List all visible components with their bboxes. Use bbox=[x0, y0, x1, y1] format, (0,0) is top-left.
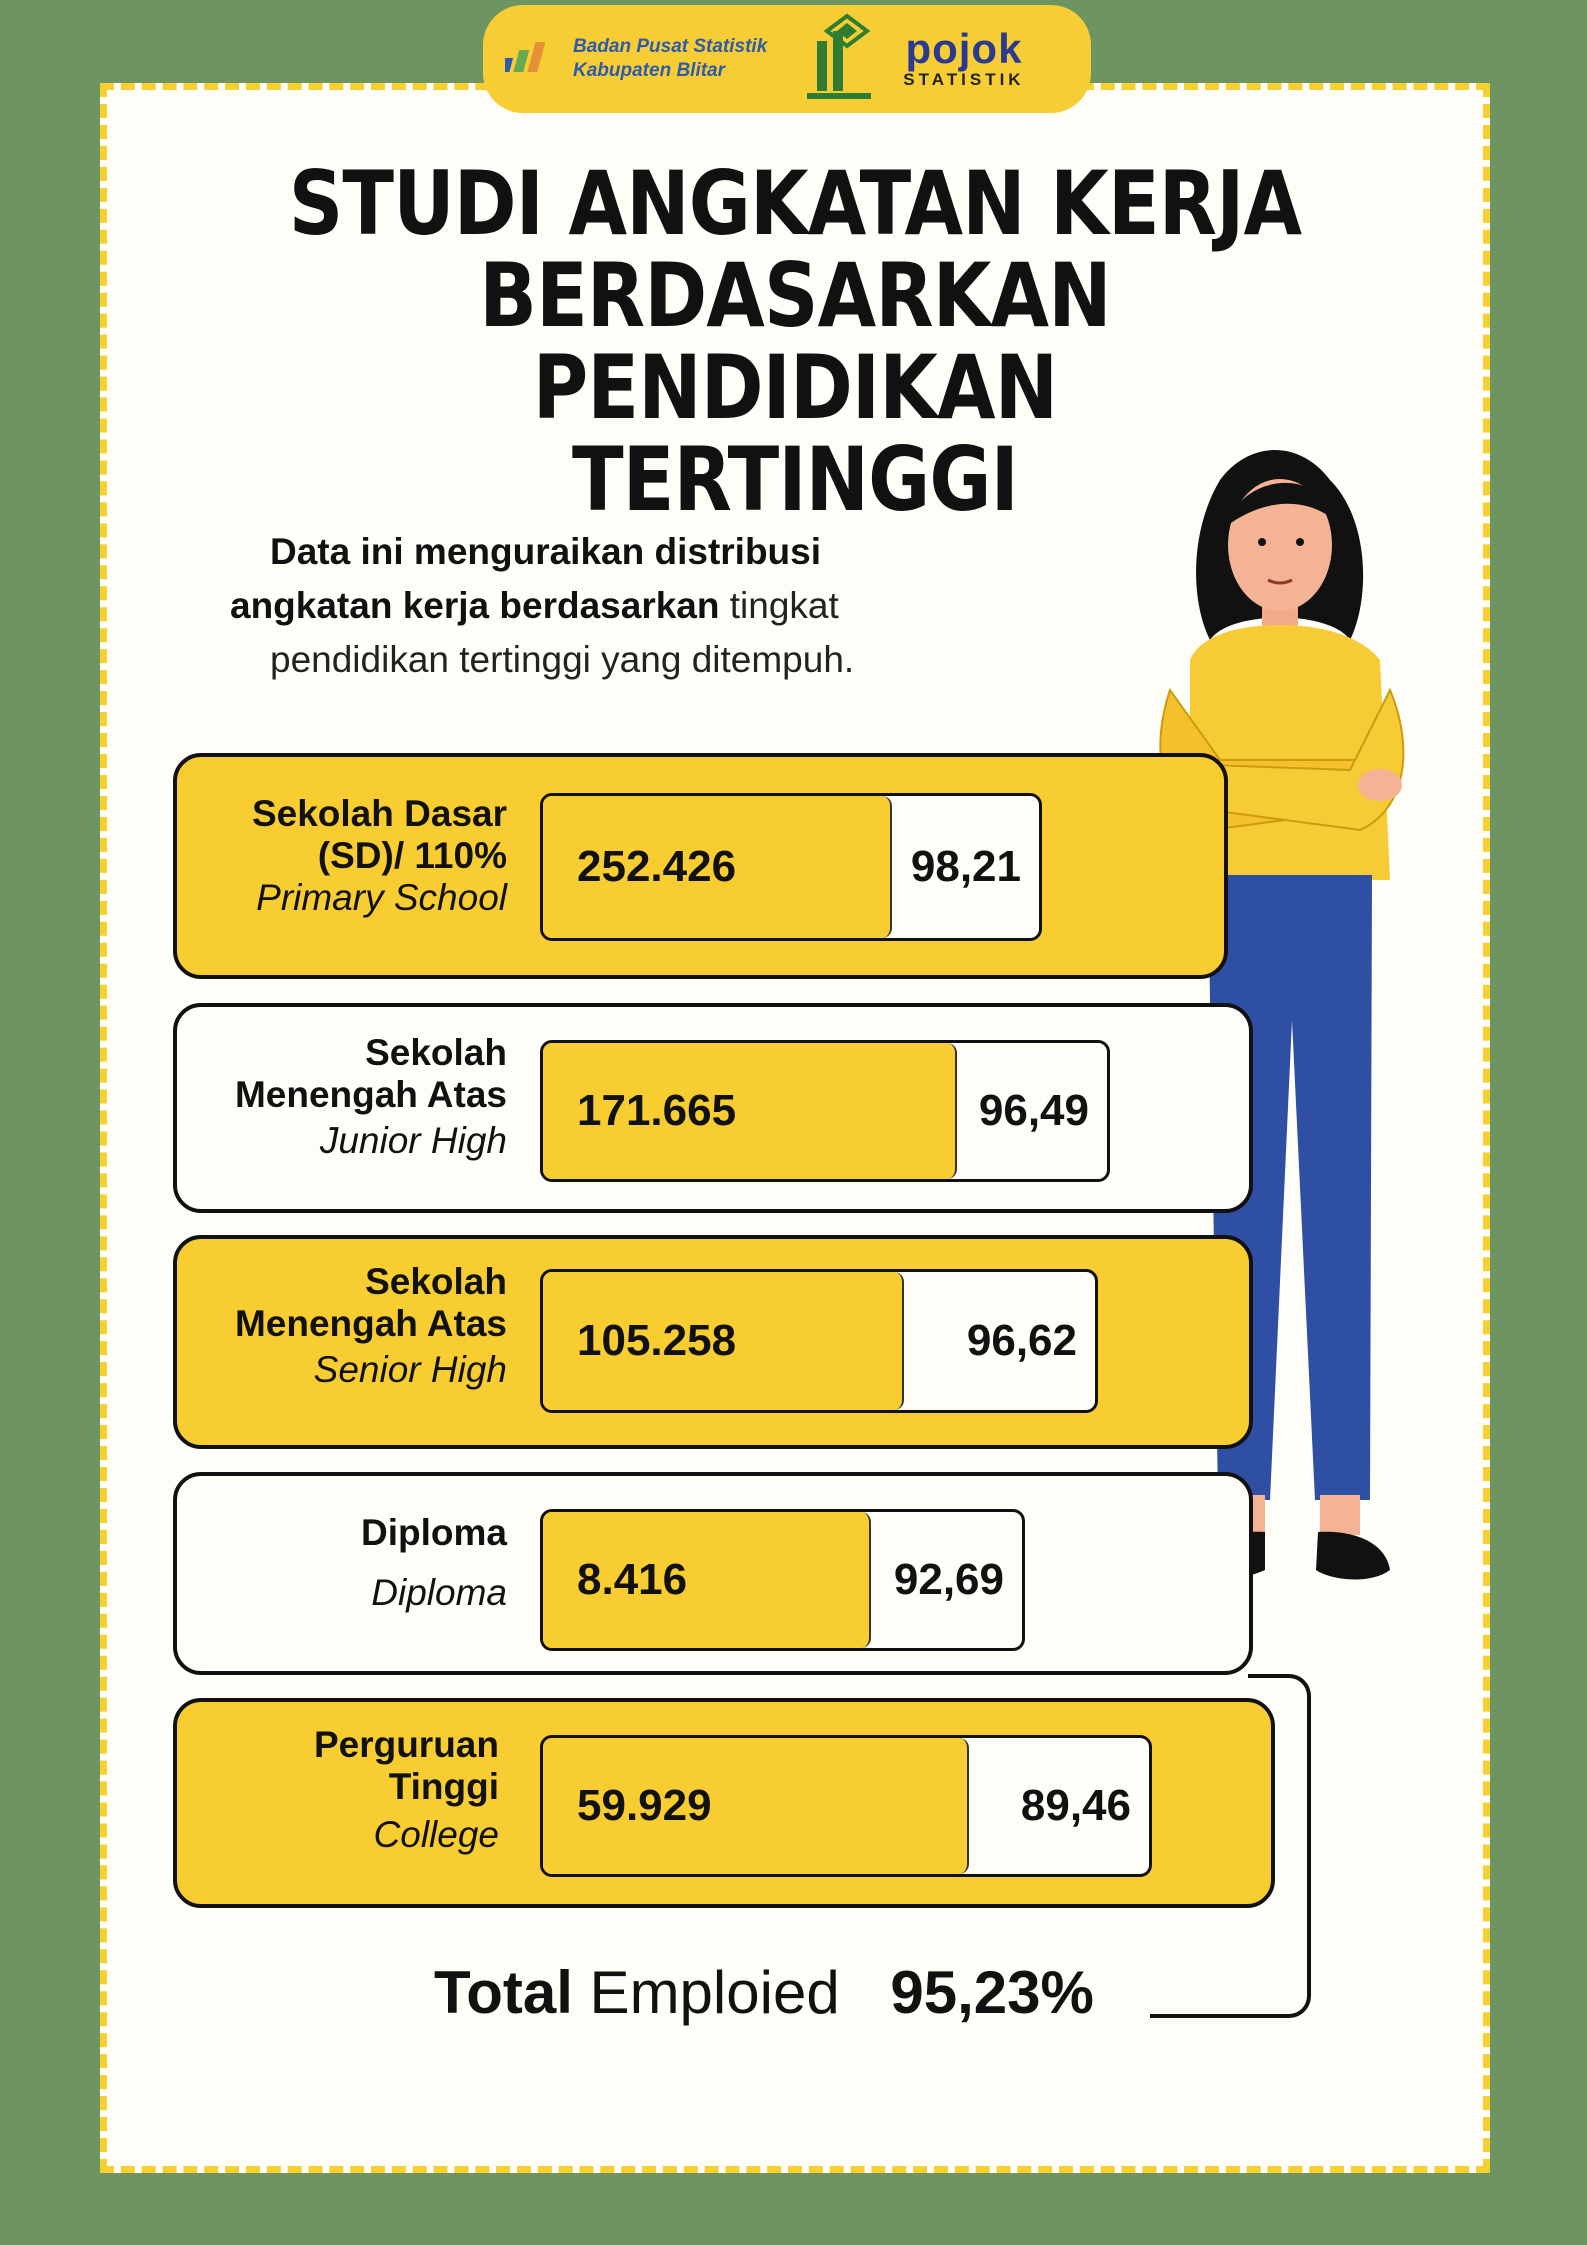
row-senior-high bbox=[173, 1235, 1253, 1449]
bar-value: 8.416 bbox=[577, 1555, 688, 1604]
label-english: College bbox=[373, 1814, 499, 1855]
description-line2-bold: angkatan kerja berdasarkan bbox=[230, 585, 720, 626]
description-line1: Data ini menguraikan distribusi bbox=[270, 531, 822, 572]
bps-org-name bbox=[573, 35, 767, 83]
title-line1: STUDI ANGKATAN KERJA bbox=[288, 152, 1302, 255]
bar-value: 171.665 bbox=[577, 1086, 737, 1135]
total-connector-line bbox=[1150, 2014, 1250, 2018]
bar-percent: 92,69 bbox=[893, 1555, 1004, 1604]
header-logos bbox=[483, 5, 1091, 113]
bar-value: 105.258 bbox=[577, 1316, 737, 1365]
brand-sub: STATISTIK bbox=[903, 70, 1025, 89]
row-label bbox=[177, 1032, 507, 1162]
row-college bbox=[173, 1698, 1275, 1908]
label-line1: Perguruan bbox=[313, 1724, 499, 1765]
label-english: Senior High bbox=[313, 1349, 507, 1390]
label-line2: Menengah Atas bbox=[234, 1074, 507, 1115]
value-bar bbox=[540, 1269, 1098, 1413]
title-line3: TERTINGGI bbox=[572, 428, 1018, 531]
label-line1: Sekolah bbox=[365, 1032, 507, 1073]
value-bar bbox=[540, 1735, 1152, 1877]
value-bar bbox=[540, 1509, 1025, 1651]
row-diploma bbox=[173, 1472, 1253, 1675]
bar-value: 59.929 bbox=[577, 1781, 712, 1830]
bar-percent: 96,62 bbox=[966, 1316, 1077, 1365]
total-label-bold: Total bbox=[434, 1959, 573, 2026]
bps-logo-icon bbox=[505, 36, 563, 82]
description-line2 bbox=[230, 585, 839, 626]
label-english: Diploma bbox=[371, 1572, 507, 1613]
label-english: Primary School bbox=[256, 877, 507, 918]
pojok-statistik-logo bbox=[903, 25, 1025, 90]
row-label bbox=[177, 793, 507, 919]
total-value: 95,23% bbox=[890, 1959, 1094, 2026]
org-name-line2: Kabupaten Blitar bbox=[573, 60, 726, 81]
description bbox=[230, 525, 1010, 687]
label-line2: Menengah Atas bbox=[234, 1303, 507, 1344]
label-line1: Diploma bbox=[361, 1512, 507, 1553]
bar-percent: 98,21 bbox=[910, 842, 1021, 891]
label-line2: Tinggi bbox=[388, 1766, 499, 1807]
value-bar bbox=[540, 793, 1042, 941]
bar-value: 252.426 bbox=[577, 842, 737, 891]
row-primary-school bbox=[173, 753, 1228, 979]
row-label bbox=[177, 1512, 507, 1614]
label-line2: (SD)/ 110% bbox=[317, 835, 507, 876]
value-bar bbox=[540, 1040, 1110, 1182]
title-line2: BERDASARKAN PENDIDIKAN bbox=[479, 244, 1111, 439]
label-line1: Sekolah Dasar bbox=[251, 793, 507, 834]
bar-percent: 89,46 bbox=[1020, 1781, 1131, 1830]
total-employed bbox=[434, 1958, 1094, 2027]
row-label bbox=[177, 1724, 499, 1856]
org-name-line1: Badan Pusat Statistik bbox=[573, 36, 768, 57]
description-line2-rest: tingkat bbox=[719, 585, 839, 626]
total-label-rest: Emploied bbox=[589, 1959, 840, 2026]
description-line3: pendidikan tertinggi yang ditempuh. bbox=[270, 639, 855, 680]
bar-percent: 96,49 bbox=[978, 1086, 1089, 1135]
row-label bbox=[177, 1261, 507, 1391]
label-english: Junior High bbox=[319, 1120, 507, 1161]
row-junior-high bbox=[173, 1003, 1253, 1213]
brand-main: pojok bbox=[905, 25, 1023, 72]
label-line1: Sekolah bbox=[365, 1261, 507, 1302]
unu-blitar-logo-icon bbox=[787, 11, 887, 107]
